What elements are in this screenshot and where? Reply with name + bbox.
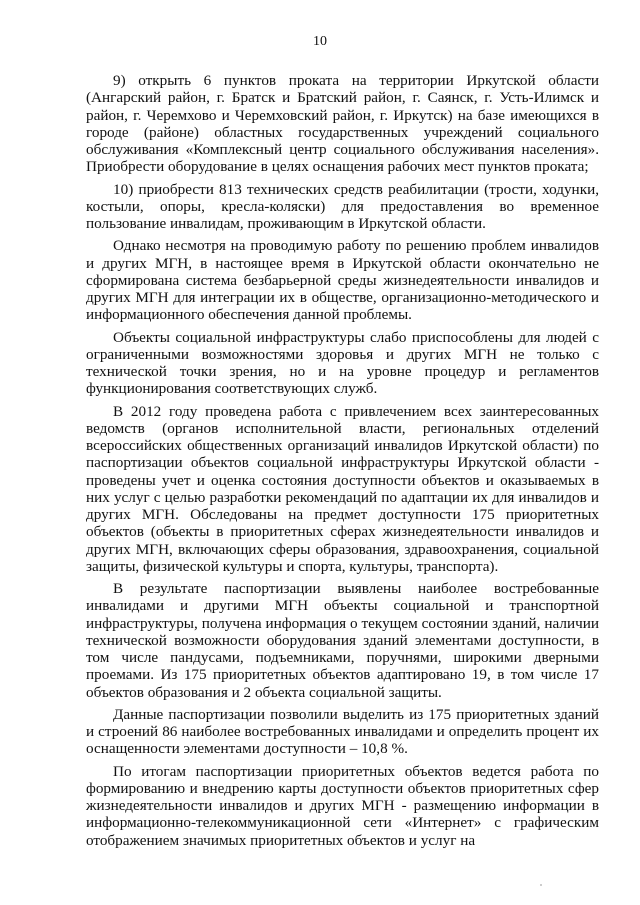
paragraph-item-9: 9) открыть 6 пунктов проката на территории Иркутской области (Ангарский район, г. Братск и Братский район, г. Саянск, г. Усть-Илимск и район, г. Черемхово и Черемховский район, г. Иркутск) на базе имеющихся в городе (районе) областных государственных учреждений социального обслуживания «Комплексный центр социального обслуживания населения». Приобрести оборудование в целях оснащения рабочих мест пунктов проката; [86, 72, 599, 176]
paragraph-results: В результате паспортизации выявлены наиболее востребованные инвалидами и другими МГН объекты социальной и транспортной инфраструктуры, получена информация о текущем состоянии зданий, наличии технической возможности оборудования зданий элементами доступности, в том числе пандусами, подъемниками, поручнями, широкими дверными проемами. Из 175 приоритетных объектов адаптировано 19, в том числе 17 объектов образования и 2 объекта социальной защиты. [86, 580, 599, 701]
paragraph-item-10: 10) приобрести 813 технических средств реабилитации (трости, ходунки, костыли, опоры, кресла-коляски) для предоставления во временное пользование инвалидам, проживающим в Иркутской области. [86, 180, 599, 232]
paragraph-data-summary: Данные паспортизации позволили выделить из 175 приоритетных зданий и строений 86 наиболее востребованных инвалидами и определить процент их оснащенности элементами доступности – 10,8 %. [86, 705, 599, 758]
paragraph-problems: Однако несмотря на проводимую работу по решению проблем инвалидов и других МГН, в настоящее время в Иркутской области окончательно не сформирована система безбарьерной среды жизнедеятельности инвалидов и других МГН для интеграции их в обществе, организационно-методического и информационного обеспечения данной проблемы. [86, 237, 599, 324]
scan-speck [540, 884, 542, 886]
paragraph-accessibility-map: По итогам паспортизации приоритетных объектов ведется работа по формированию и внедрению карты доступности объектов приоритетных сфер жизнедеятельности инвалидов и других МГН - размещению информации в информационно-телекоммуникационной сети «Интернет» с графическим отображением значимых приоритетных объектов и услуг на [86, 762, 599, 849]
document-body [86, 72, 599, 849]
paragraph-infrastructure: Объекты социальной инфраструктуры слабо приспособлены для людей с ограниченными возможностями здоровья и других МГН не только с технической точки зрения, но и на уровне процедур и регламентов функционирования соответствующих служб. [86, 328, 599, 398]
page-number: 10 [313, 34, 327, 49]
paragraph-passportization-2012: В 2012 году проведена работа с привлечением всех заинтересованных ведомств (органов исполнительной власти, региональных отделений всероссийских общественных организаций инвалидов Иркутской области) по паспортизации объектов социальной инфраструктуры Иркутской области - проведены учет и оценка состояния доступности объектов и оказываемых в них услуг с целью разработки рекомендаций по адаптации их для инвалидов и других МГН. Обследованы на предмет доступности 175 приоритетных объектов (объекты в приоритетных сферах жизнедеятельности инвалидов и других МГН, включающих сферы образования, здравоохранения, социальной защиты, физической культуры и спорта, культуры, транспорта). [86, 402, 599, 575]
